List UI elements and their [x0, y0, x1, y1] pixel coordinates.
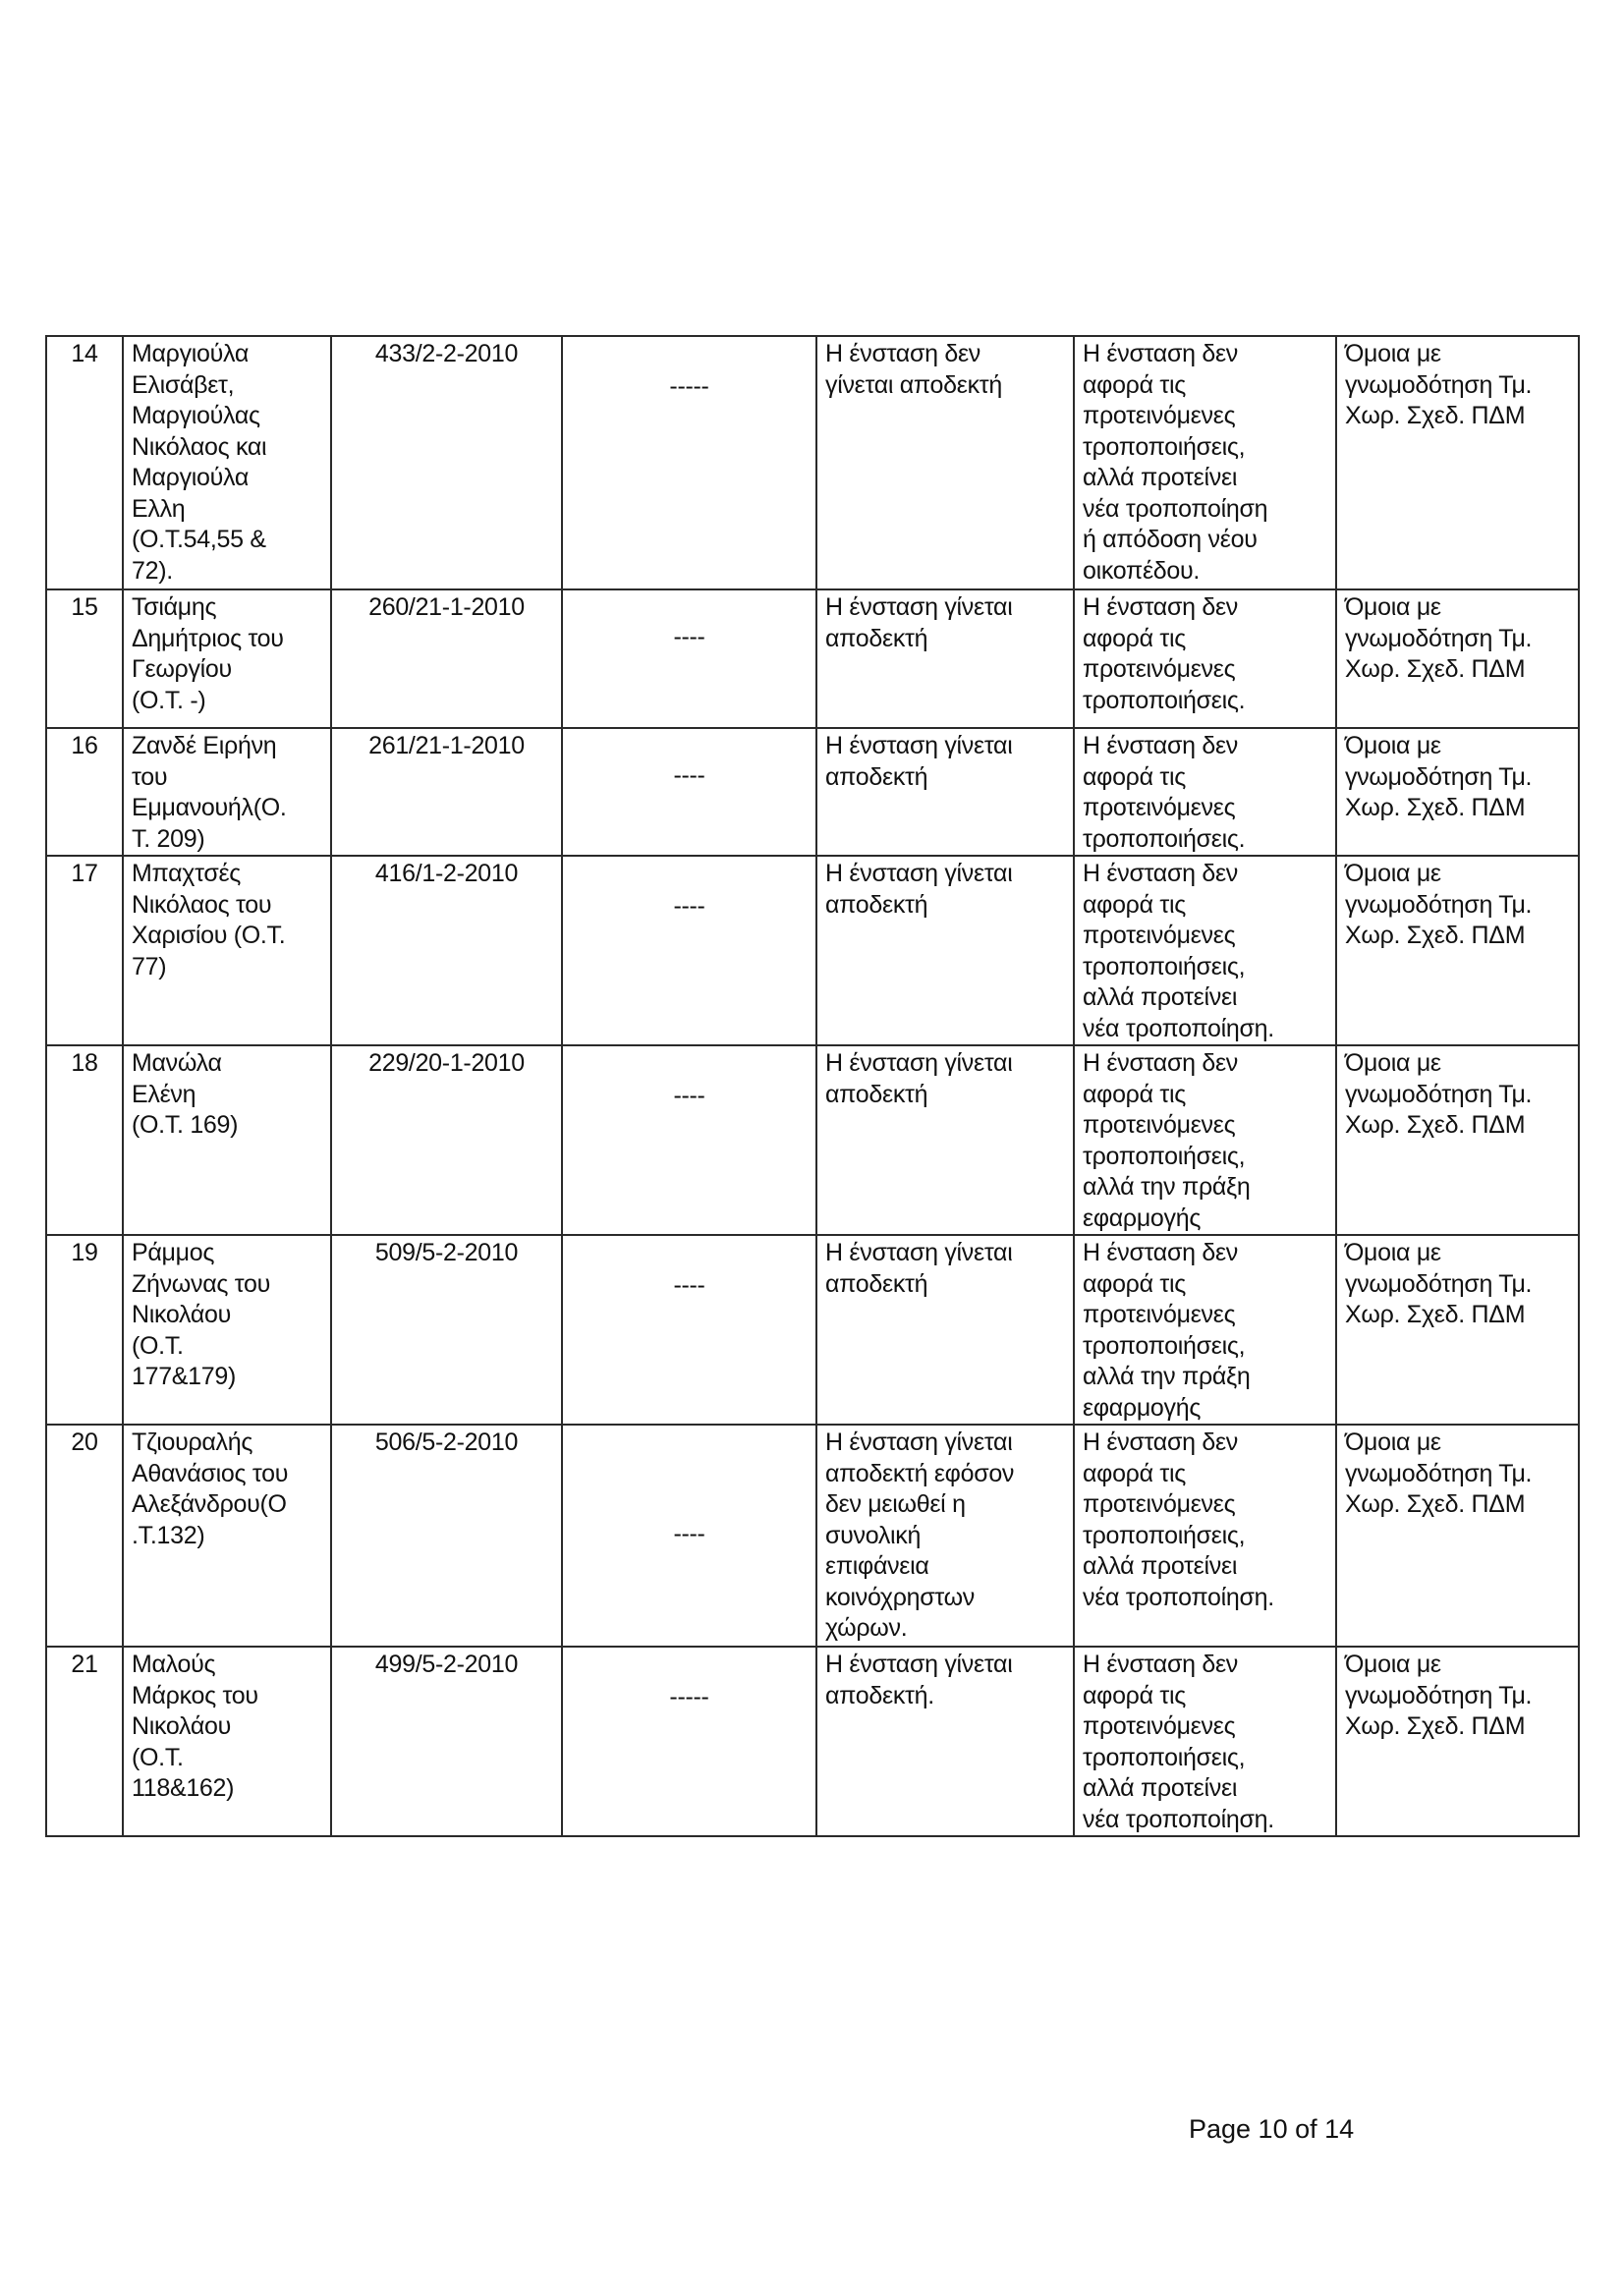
decision-line: αποδεκτή: [825, 1080, 928, 1108]
response-line: τροποποιήσεις,: [1083, 1331, 1246, 1360]
objector-name-line: Γεωργίου: [132, 655, 232, 683]
decision-line: Η ένσταση δεν: [825, 340, 980, 367]
opinion-line: γνωμοδότηση Τμ.: [1345, 1459, 1533, 1487]
response-line: προτεινόμενες: [1083, 794, 1236, 821]
objector-name-line: Ζανδέ Ειρήνη: [132, 732, 277, 759]
decision-cell: [816, 856, 1074, 1045]
table-row: [46, 856, 1579, 1045]
response-cell: [1074, 1647, 1336, 1836]
protocol-number-cell: [331, 589, 562, 728]
opinion-line: Όμοια με: [1345, 1049, 1441, 1077]
opinion-cell: [1336, 856, 1579, 1045]
objector-name-line: Μαργιούλα: [132, 464, 250, 491]
row-number: 15: [71, 593, 98, 621]
decision-line: Η ένσταση γίνεται: [825, 732, 1013, 759]
opinion-line: γνωμοδότηση Τμ.: [1345, 1080, 1533, 1108]
dash-placeholder: ----: [673, 1082, 705, 1109]
response-cell: [1074, 856, 1336, 1045]
opinion-line: γνωμοδότηση Τμ.: [1345, 1681, 1533, 1709]
objector-name-line: Νικολάου: [132, 1301, 231, 1328]
opinion-line: γνωμοδότηση Τμ.: [1345, 370, 1533, 399]
response-line: προτεινόμενες: [1083, 402, 1236, 429]
response-line: αφορά τις: [1083, 762, 1186, 791]
response-cell: [1074, 728, 1336, 856]
objector-name-line: (Ο.Τ. 169): [132, 1111, 239, 1139]
protocol-number: 499/5-2-2010: [374, 1651, 519, 1678]
response-line: νέα τροποποίηση: [1083, 494, 1268, 523]
objector-name-line: .Τ.132): [132, 1521, 205, 1549]
opinion-line: Χωρ. Σχεδ. ΠΔΜ: [1345, 922, 1526, 949]
response-line: Η ένσταση δεν: [1083, 1239, 1238, 1266]
response-line: εφαρμογής: [1083, 1204, 1202, 1232]
dash-placeholder: ----: [673, 1520, 705, 1547]
response-line: προτεινόμενες: [1083, 1111, 1236, 1139]
row-number: 20: [71, 1428, 98, 1456]
dash-placeholder: ----: [673, 761, 705, 789]
objector-name-cell: [123, 856, 331, 1045]
table-row: [46, 1045, 1579, 1235]
empty-dash-cell: [562, 1235, 816, 1425]
objector-name-line: Τσιάμης: [132, 593, 217, 621]
decision-line: Η ένσταση γίνεται: [825, 593, 1013, 621]
opinion-line: Όμοια με: [1345, 593, 1441, 621]
objector-name-line: του: [132, 762, 168, 791]
table-row: [46, 728, 1579, 856]
objector-name-line: Τζιουραλής: [132, 1428, 253, 1456]
response-line: Η ένσταση δεν: [1083, 593, 1238, 621]
response-cell: [1074, 1425, 1336, 1647]
objector-name-line: Ελλη: [132, 494, 186, 523]
protocol-number-cell: [331, 856, 562, 1045]
objector-name-line: Μαλούς: [132, 1651, 216, 1678]
empty-dash-cell: [562, 1425, 816, 1647]
objector-name-cell: [123, 589, 331, 728]
response-line: αλλά προτείνει: [1083, 983, 1238, 1011]
decision-line: αποδεκτή εφόσον: [825, 1459, 1015, 1487]
response-line: αφορά τις: [1083, 1681, 1186, 1709]
protocol-number: 260/21-1-2010: [368, 593, 525, 621]
objector-name-cell: [123, 336, 331, 589]
response-line: προτεινόμενες: [1083, 1301, 1236, 1328]
response-line: τροποποιήσεις,: [1083, 432, 1246, 461]
opinion-line: γνωμοδότηση Τμ.: [1345, 762, 1533, 791]
decision-cell: [816, 1425, 1074, 1647]
objections-table: [45, 335, 1580, 1837]
objector-name-line: Μπαχτσές: [132, 860, 242, 887]
objector-name-line: Ζήνωνας του: [132, 1269, 270, 1298]
objector-name-line: 72).: [132, 556, 173, 585]
opinion-cell: [1336, 728, 1579, 856]
empty-dash-cell: [562, 1647, 816, 1836]
opinion-line: Όμοια με: [1345, 1428, 1441, 1456]
row-number: 18: [71, 1049, 98, 1077]
response-line: αφορά τις: [1083, 370, 1186, 399]
response-line: προτεινόμενες: [1083, 655, 1236, 683]
decision-line: γίνεται αποδεκτή: [825, 370, 1002, 399]
row-number-cell: [46, 856, 123, 1045]
objector-name-cell: [123, 728, 331, 856]
row-number: 14: [71, 340, 98, 367]
objector-name-line: Μαργιούλα: [132, 340, 250, 367]
response-line: Η ένσταση δεν: [1083, 1428, 1238, 1456]
decision-cell: [816, 728, 1074, 856]
objector-name-line: Νικολάου: [132, 1712, 231, 1740]
response-line: τροποποιήσεις,: [1083, 952, 1246, 980]
objector-name-line: 177&179): [132, 1363, 237, 1390]
decision-line: αποδεκτή: [825, 1269, 928, 1298]
opinion-line: γνωμοδότηση Τμ.: [1345, 890, 1533, 919]
objector-name-line: Χαρισίου (Ο.Τ.: [132, 922, 286, 949]
decision-line: Η ένσταση γίνεται: [825, 1428, 1013, 1456]
response-cell: [1074, 589, 1336, 728]
table-row: [46, 1647, 1579, 1836]
response-line: ή απόδοση νέου: [1083, 526, 1258, 553]
opinion-line: Όμοια με: [1345, 860, 1441, 887]
decision-cell: [816, 589, 1074, 728]
objector-name-line: Αθανάσιος του: [132, 1459, 289, 1487]
empty-dash-cell: [562, 589, 816, 728]
response-line: Η ένσταση δεν: [1083, 860, 1238, 887]
objector-name-line: (Ο.Τ.: [132, 1331, 184, 1360]
objector-name-line: Ελισάβετ,: [132, 370, 235, 399]
response-line: αφορά τις: [1083, 1269, 1186, 1298]
decision-line: αποδεκτή: [825, 890, 928, 919]
objector-name-line: Τ. 209): [132, 824, 205, 853]
response-line: αφορά τις: [1083, 1459, 1186, 1487]
opinion-line: Χωρ. Σχεδ. ΠΔΜ: [1345, 1111, 1526, 1139]
protocol-number-cell: [331, 1045, 562, 1235]
opinion-cell: [1336, 589, 1579, 728]
opinion-cell: [1336, 1235, 1579, 1425]
decision-line: αποδεκτή.: [825, 1681, 934, 1709]
protocol-number-cell: [331, 728, 562, 856]
empty-dash-cell: [562, 856, 816, 1045]
objector-name-line: Εμμανουήλ(Ο.: [132, 794, 287, 821]
response-line: αφορά τις: [1083, 890, 1186, 919]
opinion-line: γνωμοδότηση Τμ.: [1345, 1269, 1533, 1298]
response-line: νέα τροποποίηση.: [1083, 1805, 1274, 1833]
protocol-number-cell: [331, 1235, 562, 1425]
decision-line: κοινόχρηστων: [825, 1583, 976, 1611]
protocol-number-cell: [331, 1647, 562, 1836]
opinion-line: Χωρ. Σχεδ. ΠΔΜ: [1345, 1490, 1526, 1518]
protocol-number-cell: [331, 1425, 562, 1647]
response-line: προτεινόμενες: [1083, 1490, 1236, 1518]
response-line: Η ένσταση δεν: [1083, 1049, 1238, 1077]
page-number: Page 10 of 14: [1189, 2114, 1355, 2144]
objector-name-line: (Ο.Τ.54,55 &: [132, 526, 266, 553]
protocol-number: 509/5-2-2010: [374, 1239, 519, 1266]
row-number-cell: [46, 589, 123, 728]
opinion-line: Χωρ. Σχεδ. ΠΔΜ: [1345, 1301, 1526, 1328]
objector-name-line: Μαργιούλας: [132, 402, 260, 429]
protocol-number-cell: [331, 336, 562, 589]
decision-line: Η ένσταση γίνεται: [825, 1239, 1013, 1266]
response-line: οικοπέδου.: [1083, 556, 1201, 585]
response-cell: [1074, 1045, 1336, 1235]
opinion-line: Χωρ. Σχεδ. ΠΔΜ: [1345, 402, 1526, 429]
row-number-cell: [46, 1045, 123, 1235]
response-line: νέα τροποποίηση.: [1083, 1583, 1274, 1611]
opinion-line: Χωρ. Σχεδ. ΠΔΜ: [1345, 655, 1526, 683]
objector-name-cell: [123, 1425, 331, 1647]
objector-name-line: Αλεξάνδρου(Ο: [132, 1490, 287, 1518]
protocol-number: 229/20-1-2010: [368, 1049, 525, 1077]
response-line: αλλά προτείνει: [1083, 1552, 1238, 1580]
opinion-line: Όμοια με: [1345, 1651, 1441, 1678]
decision-line: δεν μειωθεί η: [825, 1490, 966, 1518]
protocol-number: 261/21-1-2010: [368, 732, 525, 759]
objector-name-cell: [123, 1235, 331, 1425]
decision-line: αποδεκτή: [825, 762, 928, 791]
response-line: τροποποιήσεις,: [1083, 1521, 1246, 1549]
response-line: Η ένσταση δεν: [1083, 1651, 1238, 1678]
response-line: προτεινόμενες: [1083, 922, 1236, 949]
dash-placeholder: -----: [669, 372, 709, 400]
response-line: προτεινόμενες: [1083, 1712, 1236, 1740]
opinion-cell: [1336, 1425, 1579, 1647]
opinion-line: Όμοια με: [1345, 1239, 1441, 1266]
protocol-number: 506/5-2-2010: [374, 1428, 519, 1456]
response-line: εφαρμογής: [1083, 1393, 1202, 1422]
table-body: [46, 336, 1579, 1836]
decision-cell: [816, 336, 1074, 589]
response-line: αφορά τις: [1083, 1080, 1186, 1108]
response-line: αλλά προτείνει: [1083, 464, 1238, 491]
opinion-cell: [1336, 336, 1579, 589]
opinion-cell: [1336, 1045, 1579, 1235]
opinion-line: γνωμοδότηση Τμ.: [1345, 624, 1533, 652]
row-number: 19: [71, 1239, 98, 1266]
objector-name-line: Δημήτριος του: [132, 624, 284, 652]
protocol-number: 416/1-2-2010: [374, 860, 519, 887]
response-line: αλλά την πράξη: [1083, 1363, 1251, 1390]
row-number: 16: [71, 732, 98, 759]
objector-name-line: Μανώλα: [132, 1049, 222, 1077]
objector-name-cell: [123, 1045, 331, 1235]
row-number-cell: [46, 1647, 123, 1836]
objector-name-line: Νικόλαος του: [132, 890, 272, 919]
empty-dash-cell: [562, 728, 816, 856]
dash-placeholder: ----: [673, 1271, 705, 1299]
decision-line: συνολική: [825, 1521, 922, 1549]
table-row: [46, 1425, 1579, 1647]
row-number-cell: [46, 1235, 123, 1425]
dash-placeholder: -----: [669, 1683, 709, 1710]
table-row: [46, 336, 1579, 589]
objector-name-line: Ελένη: [132, 1080, 196, 1108]
response-line: αφορά τις: [1083, 624, 1186, 652]
response-line: αλλά προτείνει: [1083, 1774, 1238, 1802]
row-number-cell: [46, 728, 123, 856]
protocol-number: 433/2-2-2010: [374, 340, 519, 367]
decision-line: αποδεκτή: [825, 624, 928, 652]
dash-placeholder: ----: [673, 623, 705, 650]
response-cell: [1074, 336, 1336, 589]
response-line: τροποποιήσεις,: [1083, 1142, 1246, 1170]
response-line: Η ένσταση δεν: [1083, 732, 1238, 759]
response-line: Η ένσταση δεν: [1083, 340, 1238, 367]
response-line: νέα τροποποίηση.: [1083, 1014, 1274, 1042]
dash-placeholder: ----: [673, 892, 705, 920]
opinion-line: Χωρ. Σχεδ. ΠΔΜ: [1345, 1712, 1526, 1740]
decision-line: χώρων.: [825, 1614, 908, 1642]
opinion-line: Όμοια με: [1345, 732, 1441, 759]
opinion-line: Όμοια με: [1345, 340, 1441, 367]
objector-name-cell: [123, 1647, 331, 1836]
response-line: τροποποιήσεις.: [1083, 824, 1246, 853]
row-number: 17: [71, 860, 98, 887]
objector-name-line: 118&162): [132, 1774, 235, 1802]
empty-dash-cell: [562, 1045, 816, 1235]
objector-name-line: Ράμμος: [132, 1239, 215, 1266]
decision-line: επιφάνεια: [825, 1552, 929, 1580]
empty-dash-cell: [562, 336, 816, 589]
response-line: τροποποιήσεις.: [1083, 686, 1246, 714]
opinion-line: Χωρ. Σχεδ. ΠΔΜ: [1345, 794, 1526, 821]
decision-cell: [816, 1045, 1074, 1235]
objector-name-line: 77): [132, 952, 167, 980]
table-row: [46, 1235, 1579, 1425]
row-number-cell: [46, 1425, 123, 1647]
objector-name-line: Μάρκος του: [132, 1681, 258, 1709]
response-line: αλλά την πράξη: [1083, 1173, 1251, 1201]
response-cell: [1074, 1235, 1336, 1425]
decision-line: Η ένσταση γίνεται: [825, 1049, 1013, 1077]
response-line: τροποποιήσεις,: [1083, 1743, 1246, 1771]
row-number-cell: [46, 336, 123, 589]
opinion-cell: [1336, 1647, 1579, 1836]
table-row: [46, 589, 1579, 728]
decision-line: Η ένσταση γίνεται: [825, 1651, 1013, 1678]
row-number: 21: [71, 1651, 98, 1678]
decision-line: Η ένσταση γίνεται: [825, 860, 1013, 887]
decision-cell: [816, 1235, 1074, 1425]
objector-name-line: (Ο.Τ.: [132, 1743, 184, 1771]
decision-cell: [816, 1647, 1074, 1836]
objector-name-line: (Ο.Τ. -): [132, 686, 206, 714]
objector-name-line: Νικόλαος και: [132, 432, 267, 461]
